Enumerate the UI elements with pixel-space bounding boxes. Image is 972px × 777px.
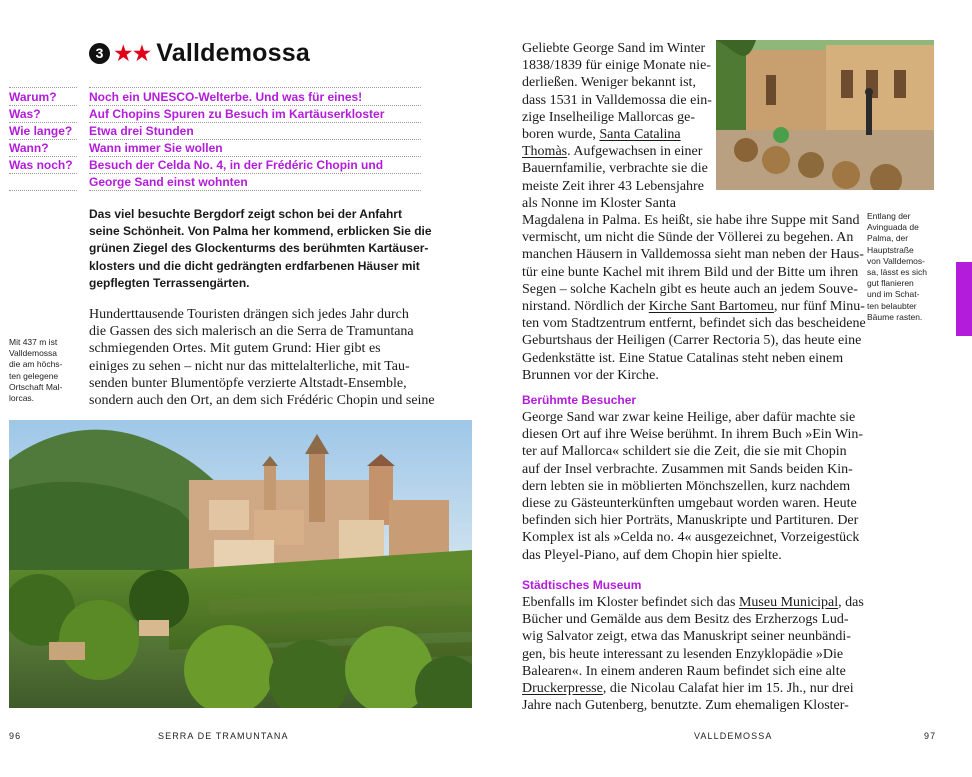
running-head-right: VALLDEMOSSA <box>694 731 773 741</box>
star-rating-icon: ★★ <box>113 40 151 66</box>
text-line: boren wurde, Santa Catalina <box>522 127 681 143</box>
page-title: Valldemossa <box>156 38 310 67</box>
place-link[interactable]: Kirche Sant Bartomeu <box>648 299 774 315</box>
info-key: Warum? <box>9 89 77 106</box>
page-number-right: 97 <box>924 731 937 741</box>
place-link[interactable]: Druckerpresse <box>522 681 603 697</box>
section-heading-beruehmte-besucher: Berühmte Besucher <box>522 393 637 407</box>
info-key: Was noch? <box>9 157 77 174</box>
sidenote-left: Mit 437 m ist Valldemossa die am höchs- ten gelegene Ortschaft Mal- lorcas. <box>9 337 63 404</box>
chapter-tab <box>956 262 972 336</box>
body-paragraph-left: Hunderttausende Touristen drängen sich jedes Jahr durch die Gassen des sich malerisch an die Serra de Tramuntana schmiegenden Ortes. Mit gutem Grund: Hier gibt es einiges zu sehen – nicht nur das mittelalterliche, mit Tau- senden bunter Blumentöpfe verzierte Altstadt-Ensemble, sondern auch den Ort, an dem sich Frédéric Chopin und seine <box>89 307 435 409</box>
info-value: Etwa drei Stunden <box>89 123 421 140</box>
photo-valldemossa-village <box>9 420 472 708</box>
text-line: Thomàs. Aufgewachsen in einer <box>522 144 703 160</box>
text-line: Ebenfalls im Kloster befindet sich das Museu Municipal, das <box>522 595 864 610</box>
text-line: nirstand. Nördlich der Kirche Sant Bartomeu, nur fünf Minu- <box>522 299 865 315</box>
sidenote-right: Entlang der Avinguada de Palma, der Hauptstraße von Valldemos- sa, lässt es sich gut flanieren und im Schat- ten belaubter Bäume rasten. <box>867 211 927 322</box>
body-paragraph-section2: Ebenfalls im Kloster befindet sich das Museu Municipal, das Bücher und Gemälde aus dem Besitz des Erzherzogs Lud- wig Salvator zeigt, etwa das Manuskript seiner neunbändi- gen, bis heute interessant zu lesenden Enzyklopädie »Die Balearen«. In einem anderen Raum befindet sich eine alte Druckerpresse, die Nicolau Calafat hier im 15. Jh., nur drei Jahre nach Gutenberg, benutzte. Zum ehemaligen Kloster- <box>522 595 864 714</box>
info-key: Wie lange? <box>9 123 77 140</box>
info-value: Wann immer Sie wollen <box>89 140 421 157</box>
info-key: Wann? <box>9 140 77 157</box>
info-key-blank <box>9 174 77 191</box>
body-paragraph-section1: George Sand war zwar keine Heilige, aber dafür machte sie diesen Ort auf ihre Weise berühmt. In ihrem Buch »Ein Win- ter auf Mallorca« schildert sie die Zeit, die sie mit Chopin auf der Insel verbrachte. Zusammen mit Sands beiden Kin- dern lebten sie in möblierten Mönchszellen, kurz nachdem diese zu Gästeunterkünften umgebaut worden waren. Heute befinden sich hier Porträts, Manuskripte und Partituren. Der Komplex ist als »Celda no. 4« ausgezeichnet, Vorzeigestück das Pleyel-Piano, auf dem Chopin hier spielte. <box>522 410 864 563</box>
info-key: Was? <box>9 106 77 123</box>
info-value: Besuch der Celda No. 4, in der Frédéric Chopin und <box>89 157 421 174</box>
place-link[interactable]: Thomàs <box>522 144 568 160</box>
info-value: George Sand einst wohnten <box>89 174 421 191</box>
section-number-badge: 3 <box>89 43 110 64</box>
lead-paragraph: Das viel besuchte Bergdorf zeigt schon bei der Anfahrt seine Schönheit. Von Palma her kommend, erblicken Sie die grünen Ziegel des Glockenturms des berühmten Kartäuser- klosters und die dicht gedrängten erdfarbenen Häuser mit gepflegten Terrassengärten. <box>89 207 432 290</box>
info-value: Noch ein UNESCO-Welterbe. Und was für eines! <box>89 89 421 106</box>
place-link[interactable]: Santa Catalina <box>599 127 681 143</box>
section-heading-staedtisches-museum: Städtisches Museum <box>522 578 642 592</box>
info-value: Auf Chopins Spuren zu Besuch im Kartäuserkloster <box>89 106 421 123</box>
running-head-left: SERRA DE TRAMUNTANA <box>158 731 289 741</box>
text-line: Druckerpresse, die Nicolau Calafat hier im 15. Jh., nur drei <box>522 681 854 697</box>
page-number-left: 96 <box>9 731 22 741</box>
section-header <box>89 40 310 66</box>
body-paragraph-right-intro: Geliebte George Sand im Winter 1838/1839 für einige Monate nie- derließen. Weniger bekannt ist, dass 1531 in Valldemossa die ein- zige Inselheilige Mallorcas ge- boren wurde, Santa Catalina Thomàs. Aufgewachsen in einer Bauernfamilie, verbrachte sie die meiste Zeit ihrer 43 Lebensjahre als Nonne im Kloster Santa Magdalena in Palma. Es heißt, sie habe ihre Suppe mit Sand vermischt, um nicht die Sünde der Völlerei zu begehen. An manchen Häusern in Valldemossa sieht man neben der Haus- tür eine bunte Kachel mit ihrem Bild und der Bitte um ihren Segen – solche Kacheln gibt es heute auch an jedem Souve- nirstand. Nördlich der Kirche Sant Bartomeu, nur fünf Minu- ten vom Stadtzentrum entfernt, befindet sich das bescheidene Geburtshaus der Heiligen (Carrer Rectoria 5), das heute eine Gedenkstätte ist. Eine Statue Catalinas steht neben einem Brunnen vor der Kirche. <box>522 41 866 383</box>
place-link[interactable]: Museu Municipal <box>738 595 839 610</box>
